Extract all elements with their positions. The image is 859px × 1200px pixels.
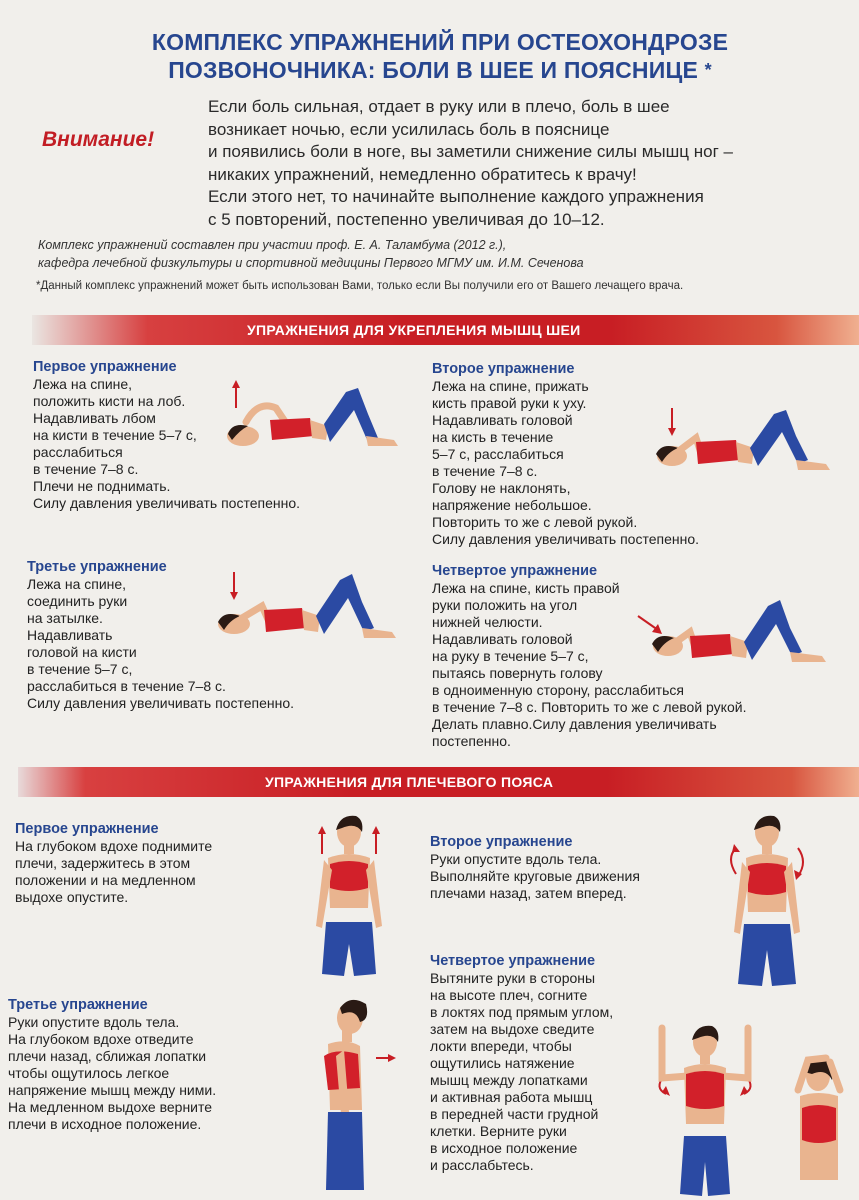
exercise-line: плечи, задержитесь в этом (15, 855, 191, 871)
figure-lying-hands-nape (212, 566, 402, 648)
exercise-line: плечи в исходное положение. (8, 1116, 202, 1132)
exercise-line: Силу давления увеличивать постепенно. (33, 495, 301, 511)
warning-label: Внимание! (42, 128, 155, 151)
exercise-line: на кисть в течение (432, 429, 554, 445)
exercise-line: Силу давления увеличивать постепенно. (432, 531, 700, 547)
warning-line: Если боль сильная, отдает в руку или в плечо, боль в шее (208, 97, 670, 116)
figure-lying-hand-jaw (632, 594, 836, 674)
warning-line: Если этого нет, то начинайте выполнение каждого упражнения (208, 187, 704, 206)
exercise-line: Лежа на спине, (33, 376, 133, 392)
exercise-line: Делать плавно.Силу давления увеличивать (432, 716, 717, 732)
shoulder-exercise-4 (430, 952, 613, 1174)
exercise-line: Повторить то же с левой рукой. (432, 514, 638, 530)
exercise-title: Третье упражнение (8, 997, 148, 1013)
figure-lying-hand-ear (650, 402, 840, 482)
exercise-line: Надавливать лбом (33, 410, 156, 426)
exercise-line: положении и на медленном (15, 872, 196, 888)
exercise-line: Лежа на спине, (27, 576, 127, 592)
section-header-shoulder: УПРАЖНЕНИЯ ДЛЯ ПЛЕЧЕВОГО ПОЯСА (18, 767, 859, 797)
exercise-line: Силу давления увеличивать постепенно. (27, 695, 295, 711)
figure-standing-shoulder-circles (722, 814, 812, 994)
exercise-line: напряжение мышц между ними. (8, 1082, 217, 1098)
exercise-line: постепенно. (432, 733, 511, 749)
exercise-line: расслабиться в течение 7–8 с. (27, 678, 226, 694)
exercise-line: и активная работа мышц (430, 1089, 593, 1105)
title-line-1: КОМПЛЕКС УПРАЖНЕНИЙ ПРИ ОСТЕОХОНДРОЗЕ (151, 29, 729, 55)
exercise-line: Плечи не поднимать. (33, 478, 171, 494)
figure-standing-shrug (306, 814, 392, 984)
exercise-line: На глубоком вдохе поднимите (15, 838, 213, 854)
exercise-line: нижней челюсти. (432, 614, 543, 630)
exercise-line: Выполняйте круговые движения (430, 868, 640, 884)
exercise-line: пытаясь повернуть голову (432, 665, 603, 681)
exercise-line: клетки. Верните руки (430, 1123, 567, 1139)
exercise-line: в течение 7–8 с. (33, 461, 139, 477)
exercise-line: головой на кисти (27, 644, 137, 660)
exercise-line: Вытяните руки в стороны (430, 970, 596, 986)
disclaimer: *Данный комплекс упражнений может быть использован Вами, только если Вы получили его от Вашего лечащего врача. (36, 280, 684, 292)
exercise-line: На медленном выдохе верните (8, 1099, 213, 1115)
exercise-line: Лежа на спине, прижать (432, 378, 589, 394)
exercise-line: плечи назад, сближая лопатки (8, 1048, 207, 1064)
exercise-line: Надавливать головой (432, 412, 573, 428)
exercise-line: На глубоком вдохе отведите (8, 1031, 194, 1047)
exercise-line: чтобы ощутилось легкое (8, 1065, 170, 1081)
exercise-line: в передней части грудной (430, 1106, 599, 1122)
title-line-2: ПОЗВОНОЧНИКА: БОЛИ В ШЕЕ И ПОЯСНИЦЕ (168, 57, 698, 83)
exercise-line: плечами назад, затем вперед. (430, 885, 627, 901)
exercise-line: Руки опустите вдоль тела. (8, 1014, 180, 1030)
warning-line: с 5 повторений, постепенно увеличивая до 10–12. (208, 209, 605, 229)
exercise-line: в течение 5–7 с, (27, 661, 133, 677)
exercise-line: 5–7 с, расслабиться (432, 446, 564, 462)
warning-line: возникает ночью, если усилилась боль в пояснице (208, 119, 610, 139)
exercise-line: Голову не наклонять, (432, 480, 571, 496)
exercise-title: Первое упражнение (33, 359, 177, 375)
exercise-line: руки положить на угол (432, 597, 578, 613)
shoulder-exercise-1 (15, 820, 212, 906)
exercise-line: Лежа на спине, кисть правой (432, 580, 620, 596)
title-asterisk: * (704, 60, 712, 80)
shoulder-exercise-3 (8, 996, 216, 1133)
exercise-line: и расслабьтесь. (430, 1157, 534, 1173)
exercise-title: Второе упражнение (432, 361, 575, 377)
exercise-line: Надавливать головой (432, 631, 573, 647)
exercise-line: на затылке. (27, 610, 103, 626)
warning-line: и появились боли в ноге, вы заметили снижение силы мышц ног – (208, 142, 733, 161)
exercise-line: соединить руки (27, 593, 128, 609)
shoulder-exercise-2 (430, 833, 640, 902)
credits (38, 236, 828, 272)
exercise-line: на кисти в течение 5–7 с, (33, 427, 197, 443)
credits-line: Комплекс упражнений составлен при участии проф. Е. А. Таламбума (2012 г.), (38, 238, 507, 252)
section-header-neck: УПРАЖНЕНИЯ ДЛЯ УКРЕПЛЕНИЯ МЫШЦ ШЕИ (32, 315, 859, 345)
exercise-line: ощутились натяжение (430, 1055, 575, 1071)
warning-line: никаких упражнений, немедленно обратитесь к врачу! (208, 164, 637, 184)
exercise-line: в локтях под прямым углом, (430, 1004, 614, 1020)
exercise-line: в течение 7–8 с. (432, 463, 538, 479)
exercise-line: в течение 7–8 с. Повторить то же с левой рукой. (432, 699, 747, 715)
exercise-line: напряжение небольшое. (432, 497, 592, 513)
figure-standing-arms-bent-front (650, 1014, 760, 1200)
exercise-line: кисть правой руки к уху. (432, 395, 587, 411)
exercise-line: положить кисти на лоб. (33, 393, 186, 409)
exercise-line: в исходное положение (430, 1140, 578, 1156)
exercise-title: Четвертое упражнение (430, 953, 596, 969)
exercise-title: Третье упражнение (27, 559, 167, 575)
figure-standing-side-shoulders-back (306, 994, 402, 1194)
exercise-line: Надавливать (27, 627, 113, 643)
figure-hands-behind-head (786, 1050, 852, 1190)
exercise-line: в одноименную сторону, расслабиться (432, 682, 684, 698)
figure-lying-hands-forehead (218, 378, 408, 458)
exercise-line: на высоте плеч, согните (430, 987, 588, 1003)
credits-line: кафедра лечебной физкультуры и спортивной медицины Первого МГМУ им. И.М. Сеченова (38, 256, 584, 270)
warning-text (208, 96, 838, 231)
exercise-line: выдохе опустите. (15, 889, 129, 905)
exercise-title: Первое упражнение (15, 821, 159, 837)
exercise-line: расслабиться (33, 444, 123, 460)
exercise-title: Четвертое упражнение (432, 563, 598, 579)
exercise-line: затем на выдохе сведите (430, 1021, 595, 1037)
exercise-line: на руку в течение 5–7 с, (432, 648, 589, 664)
exercise-line: локти впереди, чтобы (430, 1038, 572, 1054)
exercise-line: мышц между лопатками (430, 1072, 588, 1088)
exercise-line: Руки опустите вдоль тела. (430, 851, 602, 867)
exercise-title: Второе упражнение (430, 834, 573, 850)
page-title (60, 28, 820, 84)
